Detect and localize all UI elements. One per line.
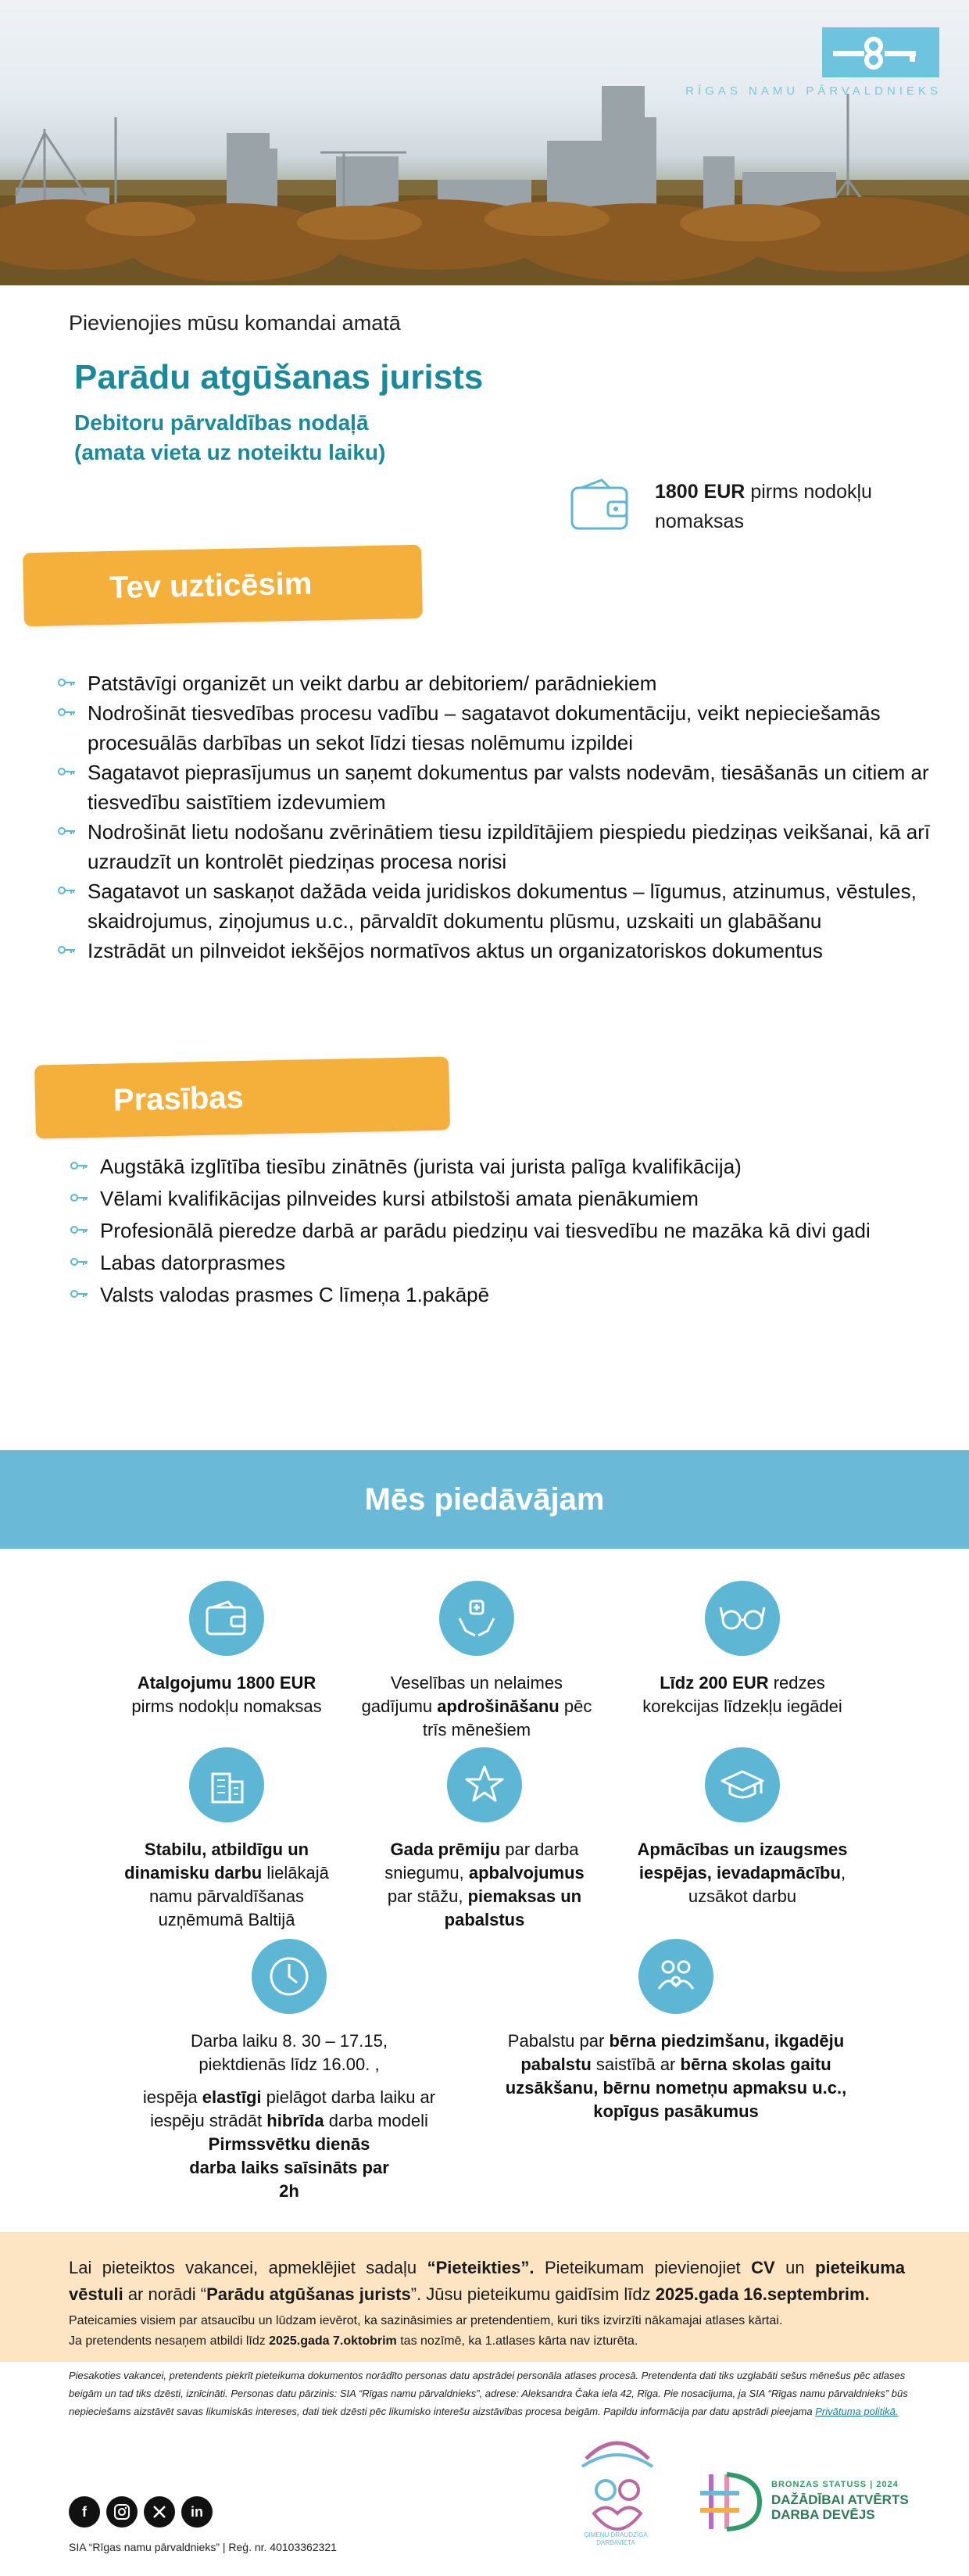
benefit-text: par stāžu, — [387, 1886, 468, 1906]
diversity-charter-icon — [695, 2467, 766, 2537]
requirement-text: Profesionālā pieredze darbā ar parādu piedziņu vai tiesvedību ne mazāka kā divi gadi — [100, 1219, 871, 1242]
benefit-text: darba modeli — [324, 2111, 428, 2130]
benefit-bold: Līdz 200 EUR — [660, 1673, 769, 1693]
benefit-text: saistībā ar — [591, 2055, 681, 2074]
benefit-text: Pabalstu par — [507, 2031, 610, 2051]
job-title: Parādu atgūšanas jurists — [74, 358, 484, 396]
key-bullet-icon — [56, 944, 77, 956]
benefit-text: par darba sniegumu, — [384, 1840, 579, 1883]
apply-text: ”. Jūsu pieteikumu gaidīsim līdz — [410, 2284, 656, 2304]
seal-label: ĢIMEŅU DRAUDZĪGA DARBAVIETA — [584, 2531, 648, 2546]
instagram-icon[interactable] — [106, 2496, 138, 2528]
benefit-bonus — [371, 1747, 598, 1932]
glasses-icon — [705, 1581, 780, 1656]
wallet-icon — [570, 478, 633, 533]
health-hands-icon — [439, 1581, 514, 1656]
list-item — [69, 1216, 944, 1245]
apply-text: un — [774, 2258, 816, 2277]
duty-text: Izstrādāt un pilnveidot iekšējos normatīvos aktus un organizatoriskos dokumentus — [88, 939, 823, 962]
benefit-bold: Atalgojumu 1800 EUR — [137, 1673, 316, 1693]
apply-bold: Parādu atgūšanas jurists — [206, 2284, 411, 2304]
apply-note — [69, 2311, 913, 2352]
benefit-glasses — [625, 1581, 860, 1718]
benefit-bold: Apmācības un izaugsmes iespējas, ievadapmācību — [637, 1840, 848, 1883]
benefit-text: redzes korekcijas līdzekļu iegādei — [642, 1673, 842, 1716]
benefit-working-hours — [141, 1939, 438, 2203]
key-bullet-icon — [69, 1224, 89, 1236]
key-bullet-icon — [56, 676, 77, 689]
salary-note: pirms nodokļu — [750, 481, 872, 503]
salary-note-2: nomaksas — [655, 511, 744, 532]
apply-instructions — [69, 2255, 905, 2308]
benefit-training — [625, 1747, 860, 1908]
duty-text: Sagatavot pieprasījumus un saņemt dokumentus par valsts nodevām, tiesāšanās un citiem ar tiesvedību saistītiem izdevumiem — [88, 761, 929, 814]
key-bullet-icon — [56, 884, 77, 897]
wallet-icon — [189, 1581, 264, 1656]
linkedin-icon[interactable]: in — [181, 2496, 213, 2528]
brand-name: RĪGAS NAMU PĀRVALDNIEKS — [685, 84, 942, 98]
benefit-bold: piemaksas un pabalstus — [444, 1886, 582, 1929]
position-term: (amata vieta uz noteiktu laiku) — [74, 440, 386, 464]
salary-info — [655, 477, 936, 536]
benefit-stable-job — [117, 1747, 336, 1932]
benefit-bold: Stabilu, atbildīgu un dinamisku darbu — [124, 1840, 309, 1883]
duty-text: Nodrošināt lietu nodošanu zvērinātiem tiesu izpildītājiem piespiedu piedziņas veikšanai, kā arī uzraudzīt un kontrolēt piedziņas procesa norisi — [88, 820, 931, 873]
list-item — [69, 1248, 944, 1277]
apply-bold: pieteikuma vēstuli — [69, 2258, 905, 2304]
benefit-bold: apbalvojumus — [468, 1863, 585, 1883]
duties-heading: Tev uzticēsim — [23, 545, 423, 627]
requirements-heading: Prasības — [34, 1056, 450, 1138]
requirement-text: Augstākā izglītība tiesību zinātnēs (jurista vai jurista palīga kvalifikācija) — [100, 1155, 742, 1178]
benefit-bold: hibrīda — [266, 2111, 324, 2130]
list-item — [56, 817, 939, 876]
offer-heading: Mēs piedāvājam — [0, 1450, 969, 1549]
list-item — [69, 1152, 944, 1181]
list-item — [56, 698, 939, 758]
salary-amount: 1800 EUR — [655, 481, 746, 503]
privacy-policy-link[interactable]: Privātuma politikā. — [815, 2406, 899, 2417]
apply-note-text: Ja pretendents nesaņem atbildi līdz — [69, 2334, 270, 2348]
company-registration: SIA “Rīgas namu pārvaldnieks” | Reģ. nr. 40103362321 — [69, 2541, 337, 2553]
apply-text: ar norādi “ — [123, 2284, 207, 2304]
key-bullet-icon — [69, 1159, 89, 1172]
benefit-text: pirms nodokļu nomaksas — [131, 1696, 322, 1716]
requirement-text: Vēlami kvalifikācijas pilnveides kursi atbilstoši amata pienākumiem — [100, 1187, 699, 1210]
x-icon[interactable] — [144, 2496, 175, 2528]
benefit-text: pēc trīs mēnešiem — [422, 1696, 592, 1739]
privacy-text: Piesakoties vakancei, pretendents piekrīt pieteikuma dokumentos norādīto personas datu apstrādei personāla atlases procesā. Pretendenta dati tiks uzglabāti sešus mēnešus pēc atlases beigām un tad tiks dzēsti, iznīcināti. Personas datu pārzinis: SIA “Rīgas namu pārvaldnieks”, adrese: Aleksandra Čaka iela 42, Rīga. Pie nosacījuma, ja SIA “Rīgas namu pārvaldnieks” būs nepieciešams aizstāvēt savas likumiskās intereses, dati tiek dzēsti pēc likumisko interešu aizstāvības procesa beigām. Papildu informācija par datu apstrādi pieejama — [69, 2370, 908, 2417]
benefit-bold: apdrošināšanu — [437, 1696, 560, 1716]
list-item — [69, 1280, 944, 1309]
department-name: Debitoru pārvaldības nodaļā — [74, 410, 369, 435]
requirement-text: Valsts valodas prasmes C līmeņa 1.pakāpē — [100, 1283, 490, 1306]
badge-title-line: DAŽĀDĪBAI ATVĒRTS — [771, 2492, 909, 2507]
star-icon — [447, 1747, 522, 1822]
benefit-bold: bērna skolas gaitu uzsākšanu, bērnu nometņu apmaksu u.c., kopīgus pasākumus — [505, 2055, 847, 2121]
list-item — [69, 1184, 944, 1213]
apply-text: Lai pieteiktos vakancei, apmeklējiet sadaļu — [69, 2258, 427, 2277]
key-bullet-icon — [56, 825, 77, 837]
department — [74, 408, 385, 468]
badge-title — [771, 2492, 909, 2522]
key-bullet-icon — [56, 706, 77, 718]
key-bullet-icon — [69, 1256, 89, 1268]
benefit-bold: Pirmssvētku dienās darba laiks saīsināts par 2h — [189, 2134, 389, 2201]
benefit-bold: bērna piedzimšanu, ikgadēju pabalstu — [520, 2031, 845, 2074]
key-bullet-icon — [56, 765, 77, 778]
key-bullet-icon — [69, 1288, 89, 1300]
family-icon — [638, 1939, 713, 2014]
requirement-text: Labas datorprasmes — [100, 1251, 286, 1274]
list-item — [56, 876, 939, 936]
benefit-text: , uzsākot darbu — [688, 1863, 846, 1906]
benefit-family — [500, 1939, 852, 2123]
benefit-flex-text — [141, 2086, 438, 2133]
apply-note-text: tas nozīmē, ka 1.atlases kārta nav izturēta. — [396, 2334, 638, 2348]
intro-text: Pievienojies mūsu komandai amatā — [69, 311, 401, 335]
graduation-cap-icon — [705, 1747, 780, 1822]
privacy-notice — [69, 2366, 911, 2420]
key-bullet-icon — [69, 1191, 89, 1204]
benefit-text: pielāgot darba laiku ar iespēju strādāt — [150, 2087, 436, 2130]
list-item — [56, 668, 939, 698]
duties-list — [56, 668, 939, 966]
benefit-text: iespēja — [142, 2087, 202, 2107]
benefit-salary — [117, 1581, 336, 1718]
duty-text: Nodrošināt tiesvedības procesu vadību – sagatavot dokumentāciju, veikt nepieciešamās procesuālās darbības un sekot līdzi tiesas nolēmumu izpildei — [88, 701, 881, 754]
duty-text: Sagatavot un saskaņot dažāda veida juridiskos dokumentus – līgumus, atzinumus, vēstules, skaidrojumus, ziņojumus u.c., pārvaldīt dokumentu plūsmu, uzskaiti un glabāšanu — [88, 880, 917, 933]
building-icon — [189, 1747, 264, 1822]
benefit-text: Darba laiku 8. 30 – 17.15, — [191, 2031, 388, 2051]
duty-text: Patstāvīgi organizēt un veikt darbu ar debitoriem/ parādniekiem — [88, 672, 657, 695]
badge-status: BRONZAS STATUSS | 2024 — [771, 2480, 899, 2489]
benefit-text: piektdienās līdz 16.00. , — [198, 2055, 380, 2074]
list-item — [56, 936, 939, 966]
list-item — [56, 758, 939, 817]
requirements-list — [69, 1152, 944, 1312]
clock-icon — [252, 1939, 327, 2014]
logo-mark-icon — [822, 27, 939, 77]
hero-banner — [0, 0, 969, 285]
apply-text: Pieteikumam pievienojiet — [534, 2258, 752, 2277]
apply-deadline: 2025.gada 16.septembrim. — [655, 2284, 870, 2304]
benefit-text: Veselības un nelaimes gadījumu — [361, 1673, 563, 1716]
benefit-text: lielākajā namu pārvaldīšanas uzņēmumā Baltijā — [148, 1863, 329, 1929]
facebook-icon[interactable]: f — [69, 2496, 100, 2528]
apply-note-date: 2025.gada 7.oktobrim — [269, 2334, 397, 2348]
benefit-bold: elastīgi — [202, 2087, 262, 2107]
benefit-bold: Gada prēmiju — [390, 1840, 501, 1859]
logo — [822, 27, 939, 77]
badge-title-line: DARBA DEVĒJS — [771, 2507, 875, 2522]
apply-link-label[interactable]: “Pieteikties”. — [427, 2258, 535, 2277]
benefit-insurance — [359, 1581, 594, 1742]
apply-note-text: Pateicamies visiem par atsaucību un lūdzam ievērot, ka sazināsimies ar pretendentiem, kuri tiks izvirzīti nākamajai atlases kārtai. — [69, 2314, 783, 2327]
apply-note-text-2 — [69, 2331, 913, 2352]
apply-bold: CV — [751, 2258, 775, 2277]
